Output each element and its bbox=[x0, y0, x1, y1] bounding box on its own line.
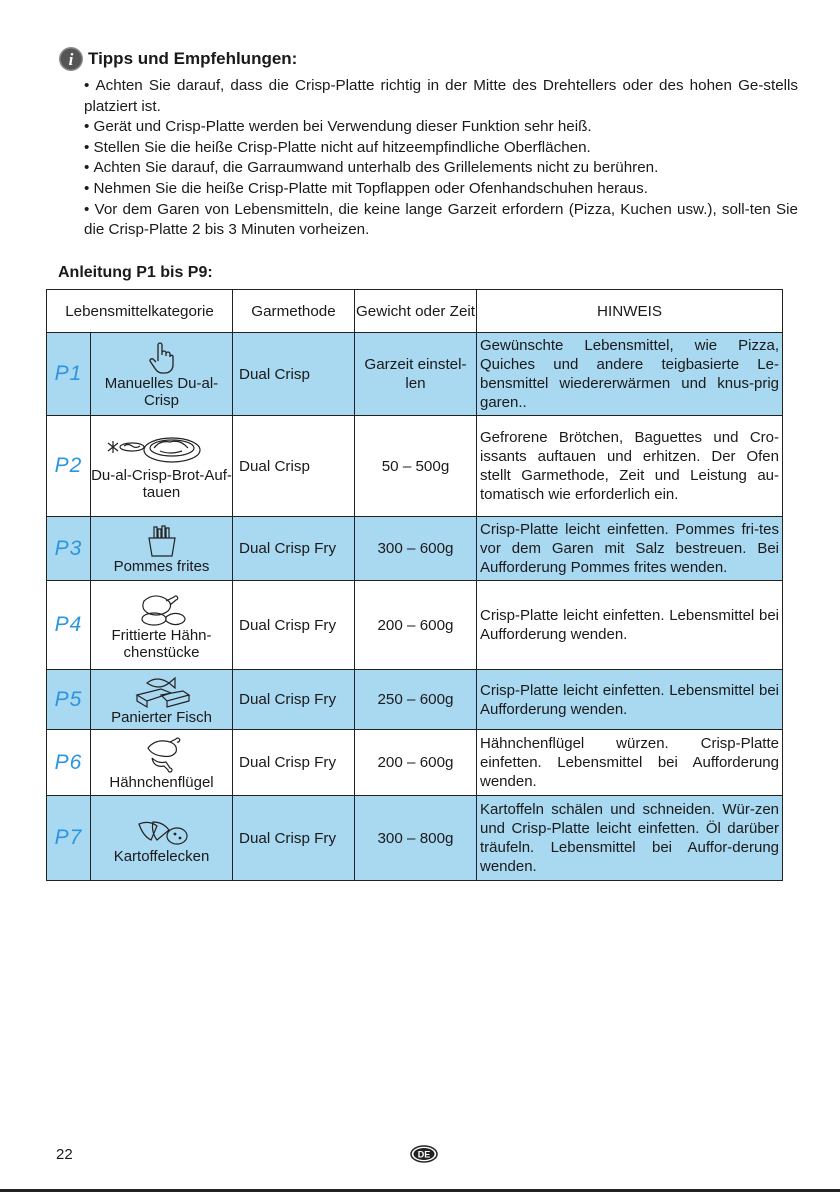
table-header-row bbox=[47, 290, 783, 333]
program-code: P4 bbox=[47, 581, 91, 670]
method-cell: Dual Crisp Fry bbox=[233, 730, 355, 796]
tips-title: Tipps und Empfehlungen: bbox=[88, 49, 298, 68]
language-badge-label: DE bbox=[417, 1149, 431, 1160]
weight-cell: 50 – 500g bbox=[355, 416, 477, 517]
category-cell bbox=[91, 796, 233, 881]
page-number: 22 bbox=[56, 1146, 73, 1163]
category-cell bbox=[91, 416, 233, 517]
table-row bbox=[47, 730, 783, 796]
header-method: Garmethode bbox=[233, 290, 355, 333]
category-label: Kartoffelecken bbox=[113, 847, 210, 865]
table-row bbox=[47, 517, 783, 581]
table-row bbox=[47, 670, 783, 730]
table-row bbox=[47, 581, 783, 670]
header-category: Lebensmittelkategorie bbox=[47, 290, 233, 333]
tip-item: • Achten Sie darauf, dass die Crisp-Platte richtig in der Mitte des Drehtellers oder des hohen Ge-stells platziert ist. bbox=[84, 76, 798, 117]
fish-icon bbox=[131, 675, 193, 709]
note-cell: Crisp-Platte leicht einfetten. Lebensmittel bei Aufforderung wenden. bbox=[477, 670, 783, 730]
category-cell bbox=[91, 670, 233, 730]
category-label: Manuelles Du-al-Crisp bbox=[104, 375, 219, 409]
header-note: HINWEIS bbox=[477, 290, 783, 333]
weight-cell: 250 – 600g bbox=[355, 670, 477, 730]
table-row bbox=[47, 333, 783, 416]
tip-item: • Gerät und Crisp-Platte werden bei Verwendung dieser Funktion sehr heiß. bbox=[84, 117, 798, 138]
table-row bbox=[47, 796, 783, 881]
svg-text:i: i bbox=[68, 50, 74, 69]
program-code: P3 bbox=[47, 517, 91, 581]
weight-cell: 300 – 800g bbox=[355, 796, 477, 881]
category-label: Pommes frites bbox=[113, 558, 210, 575]
program-code: P2 bbox=[47, 416, 91, 517]
hand-icon bbox=[148, 341, 176, 375]
category-cell bbox=[91, 730, 233, 796]
section-title: Anleitung P1 bis P9: bbox=[58, 264, 213, 281]
note-cell: Gefrorene Brötchen, Baguettes und Cro-issants auftauen und erhitzen. Der Ofen stellt Garmethode, Zeit und Leistung au-tomatisch wie erforderlich ein. bbox=[477, 416, 783, 517]
info-icon bbox=[58, 46, 84, 72]
program-code: P6 bbox=[47, 730, 91, 796]
method-cell: Dual Crisp Fry bbox=[233, 796, 355, 881]
tips-section bbox=[58, 44, 798, 241]
header-weight: Gewicht oder Zeit bbox=[355, 290, 477, 333]
tip-item: • Stellen Sie die heiße Crisp-Platte nicht auf hitzeempfindliche Oberflächen. bbox=[84, 138, 798, 159]
category-label: Panierter Fisch bbox=[111, 709, 212, 726]
method-cell: Dual Crisp Fry bbox=[233, 517, 355, 581]
weight-cell: 200 – 600g bbox=[355, 730, 477, 796]
program-table bbox=[46, 289, 783, 881]
table-row bbox=[47, 416, 783, 517]
category-cell bbox=[91, 333, 233, 416]
note-cell: Crisp-Platte leicht einfetten. Lebensmittel bei Aufforderung wenden. bbox=[477, 581, 783, 670]
bread-icon bbox=[102, 433, 222, 467]
note-cell: Gewünschte Lebensmittel, wie Pizza, Quiches und andere teigbasierte Le-bensmittel wiedererwärmen und knus-prig garen.. bbox=[477, 333, 783, 416]
tip-item: • Vor dem Garen von Lebensmitteln, die keine lange Garzeit erfordern (Pizza, Kuchen usw.), soll-ten Sie die Crisp-Platte 2 bis 3 Minuten vorheizen. bbox=[84, 200, 798, 241]
weight-cell: 300 – 600g bbox=[355, 517, 477, 581]
tips-list bbox=[84, 76, 798, 241]
note-cell: Crisp-Platte leicht einfetten. Pommes fri-tes vor dem Garen mit Salz bestreuen. Bei Aufforderung Pommes frites wenden. bbox=[477, 517, 783, 581]
category-cell bbox=[91, 581, 233, 670]
language-badge-icon bbox=[410, 1145, 438, 1163]
weight-cell: 200 – 600g bbox=[355, 581, 477, 670]
tip-item: • Nehmen Sie die heiße Crisp-Platte mit Topflappen oder Ofenhandschuhen heraus. bbox=[84, 179, 798, 200]
chicken-wing-icon bbox=[140, 736, 184, 774]
method-cell: Dual Crisp bbox=[233, 416, 355, 517]
category-label: Du-al-Crisp-Brot-Auf-tauen bbox=[91, 467, 232, 501]
program-code: P5 bbox=[47, 670, 91, 730]
note-cell: Hähnchenflügel würzen. Crisp-Platte einfetten. Lebensmittel bei Aufforderung wenden. bbox=[477, 730, 783, 796]
note-cell: Kartoffeln schälen und schneiden. Wür-zen und Crisp-Platte leicht einfetten. Öl darüber träufeln. Lebensmittel bei Auffor-derung wenden. bbox=[477, 796, 783, 881]
program-code: P1 bbox=[47, 333, 91, 416]
chicken-pieces-icon bbox=[132, 591, 192, 627]
category-label: Frittierte Hähn-chenstücke bbox=[111, 627, 212, 661]
tip-item: • Achten Sie darauf, die Garraumwand unterhalb des Grillelements nicht zu berühren. bbox=[84, 158, 798, 179]
fries-icon bbox=[144, 524, 180, 558]
method-cell: Dual Crisp bbox=[233, 333, 355, 416]
method-cell: Dual Crisp Fry bbox=[233, 670, 355, 730]
method-cell: Dual Crisp Fry bbox=[233, 581, 355, 670]
category-cell bbox=[91, 517, 233, 581]
tips-header bbox=[58, 44, 798, 74]
category-label: Hähnchenflügel bbox=[109, 774, 214, 791]
program-code: P7 bbox=[47, 796, 91, 881]
weight-cell: Garzeit einstel-len bbox=[355, 333, 477, 416]
potato-wedges-icon bbox=[133, 814, 191, 848]
